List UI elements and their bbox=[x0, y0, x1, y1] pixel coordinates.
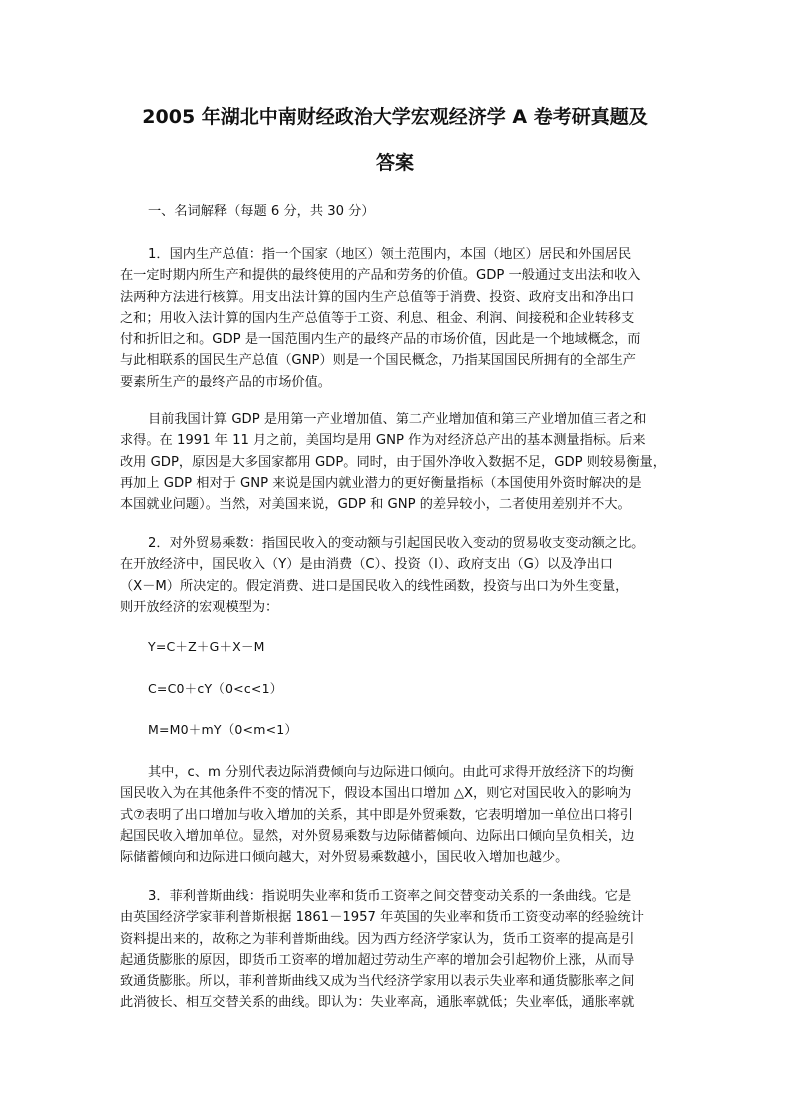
text-line: 起通货膨胀的原因，即货币工资率的增加超过劳动生产率的增加会引起物价上涨，从而导 bbox=[120, 952, 635, 968]
text-line: 2．对外贸易乘数：指国民收入的变动额与引起国民收入变动的贸易收支变动额之比。 bbox=[148, 536, 645, 551]
text-line: 要素所生产的最终产品的市场价值。 bbox=[120, 374, 331, 390]
paragraph-gdp-measurement bbox=[120, 409, 680, 515]
text-line: 法两种方法进行核算。用支出法计算的国内生产总值等于消费、投资、政府支出和净出口 bbox=[120, 289, 635, 305]
paragraph-multiplier-explanation bbox=[120, 762, 680, 868]
formula-imports: M=M0＋mY（0<m<1） bbox=[148, 722, 298, 737]
text-line: 资料提出来的，故称之为菲利普斯曲线。因为西方经济学家认为，货币工资率的提高是引 bbox=[120, 931, 635, 947]
text-line: （X－M）所决定的。假定消费、进口是国民收入的线性函数，投资与出口为外生变量， bbox=[120, 578, 629, 594]
text-line: 1．国内生产总值：指一个国家（地区）领土范围内，本国（地区）居民和外国居民 bbox=[148, 247, 632, 262]
paragraph-gdp-definition bbox=[120, 244, 680, 393]
text-line: 3．菲利普斯曲线：指说明失业率和货币工资率之间交替变动关系的一条曲线。它是 bbox=[148, 889, 632, 904]
text-line: 国民收入为在其他条件不变的情况下，假设本国出口增加 △X，则它对国民收入的影响为 bbox=[120, 786, 632, 802]
text-line: 与此相联系的国民生产总值（GNP）则是一个国民概念，乃指某国国民所拥有的全部生产 bbox=[120, 353, 636, 369]
text-line: 此消彼长、相互交替关系的曲线。即认为：失业率高，通胀率就低；失业率低，通胀率就 bbox=[120, 995, 635, 1011]
text-line: 式⑦表明了出口增加与收入增加的关系，其中即是外贸乘数，它表明增加一单位出口将引 bbox=[120, 807, 633, 823]
text-line: 致通货膨胀。所以，菲利普斯曲线又成为当代经济学家用以表示失业率和通货膨胀率之间 bbox=[120, 974, 635, 990]
text-line: 再加上 GDP 相对于 GNP 来说是国内就业潜力的更好衡量指标（本国使用外资时解决的是 bbox=[120, 475, 642, 491]
formula-income-identity: Y=C＋Z＋G＋X－M bbox=[148, 639, 265, 654]
text-line: 际储蓄倾向和边际进口倾向越大，对外贸易乘数越小，国民收入增加也越少。 bbox=[120, 850, 569, 866]
text-line: 由英国经济学家菲利普斯根据 1861－1957 年英国的失业率和货币工资变动率的经验统计 bbox=[120, 910, 644, 926]
text-line: 则开放经济的宏观模型为： bbox=[120, 599, 279, 615]
document-title bbox=[110, 94, 680, 186]
title-line-1: 2005 年湖北中南财经政治大学宏观经济学 A 卷考研真题及 bbox=[142, 106, 648, 128]
paragraph-trade-multiplier bbox=[120, 533, 680, 618]
text-line: 起国民收入增加单位。显然，对外贸易乘数与边际储蓄倾向、边际出口倾向呈负相关，边 bbox=[120, 828, 635, 844]
title-line-2: 答案 bbox=[375, 152, 414, 174]
formula-consumption: C=C0＋cY（0<c<1） bbox=[148, 681, 283, 696]
paragraph-phillips-curve bbox=[120, 886, 680, 1014]
text-line: 其中，c、m 分别代表边际消费倾向与边际进口倾向。由此可求得开放经济下的均衡 bbox=[148, 765, 634, 780]
text-line: 改用 GDP，原因是大多国家都用 GDP。同时，由于国外净收入数据不足，GDP 则较易衡量， bbox=[120, 454, 666, 470]
text-line: 付和折旧之和。GDP 是一国范围内生产的最终产品的市场价值，因此是一个地域概念，而 bbox=[120, 332, 641, 348]
text-line: 本国就业问题）。当然，对美国来说，GDP 和 GNP 的差异较小，二者使用差别并不大。 bbox=[120, 497, 631, 513]
text-line: 在一定时期内所生产和提供的最终使用的产品和劳务的价值。GDP 一般通过支出法和收入 bbox=[120, 268, 641, 284]
text-line: 目前我国计算 GDP 是用第一产业增加值、第二产业增加值和第三产业增加值三者之和 bbox=[148, 412, 647, 427]
section-heading-terms: 一、名词解释（每题 6 分，共 30 分） bbox=[148, 204, 375, 219]
text-line: 之和；用收入法计算的国内生产总值等于工资、利息、租金、利润、间接税和企业转移支 bbox=[120, 310, 635, 326]
text-line: 求得。在 1991 年 11 月之前，美国均是用 GNP 作为对经济总产出的基本测量指标。后来 bbox=[120, 433, 646, 449]
text-line: 在开放经济中，国民收入（Y）是由消费（C）、投资（I）、政府支出（G）以及净出口 bbox=[120, 557, 613, 573]
